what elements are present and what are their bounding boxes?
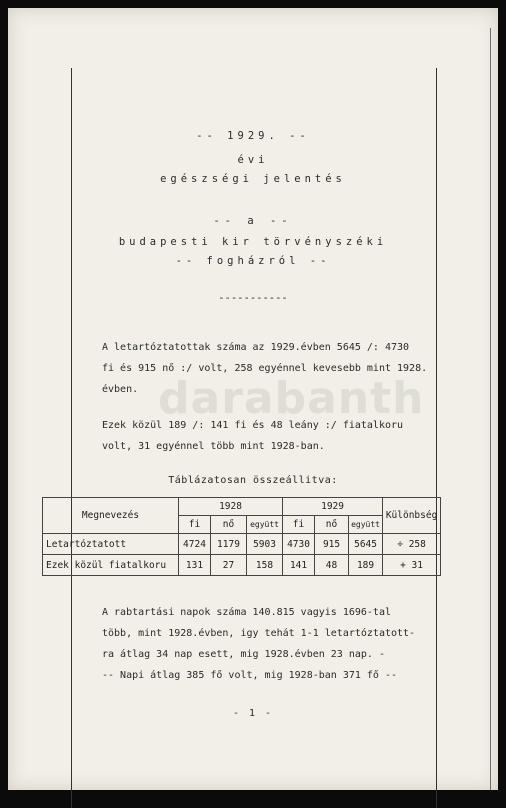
- paragraph-line: fi és 915 nő :/ volt, 258 egyénnel kevesebb mint 1928.: [102, 363, 428, 374]
- paragraph-line: több, mint 1928.évben, igy tehát 1-1 letartóztatott-: [102, 628, 416, 639]
- cell: 189: [349, 555, 383, 576]
- sub-no: nő: [211, 516, 247, 534]
- header-1928: 1928: [179, 498, 283, 516]
- cell: 915: [315, 534, 349, 555]
- cell: 4730: [283, 534, 315, 555]
- cell: 131: [179, 555, 211, 576]
- row-name: Letartóztatott: [43, 534, 179, 555]
- paragraph-line: évben.: [102, 384, 139, 395]
- title-report: egészségi jelentés: [160, 173, 346, 185]
- title-year: -- 1929. --: [196, 130, 310, 142]
- page-edge-line: [490, 28, 491, 790]
- header-name: Megnevezés: [43, 498, 179, 534]
- cell: 4724: [179, 534, 211, 555]
- paragraph-line: A letartóztatottak száma az 1929.évben 5645 /: 4730: [102, 342, 410, 353]
- paragraph-line: volt, 31 egyénnel több mint 1928-ban.: [102, 441, 325, 452]
- cell: 48: [315, 555, 349, 576]
- table-title: Táblázatosan összeállitva:: [168, 475, 338, 486]
- title-rule: -----------: [218, 292, 288, 304]
- title-court: budapesti kir törvényszéki: [118, 236, 388, 248]
- sub-no: nő: [315, 516, 349, 534]
- paragraph-line: -- Napi átlag 385 fő volt, mig 1928-ban 371 fő --: [102, 670, 398, 681]
- cell: + 31: [383, 555, 441, 576]
- title-a: -- a --: [213, 215, 293, 227]
- title-evi: évi: [237, 154, 269, 166]
- document-page: [8, 8, 498, 790]
- paragraph-line: A rabtartási napok száma 140.815 vagyis 1696-tal: [102, 607, 391, 618]
- cell: 5903: [247, 534, 283, 555]
- watermark: darabanth: [158, 373, 425, 424]
- cell: ÷ 258: [383, 534, 441, 555]
- statistics-table: [42, 497, 441, 576]
- sub-fi: fi: [179, 516, 211, 534]
- cell: 27: [211, 555, 247, 576]
- sub-egyutt: együtt: [349, 516, 383, 534]
- sub-egyutt: együtt: [247, 516, 283, 534]
- table-row: [43, 555, 441, 576]
- page-number: - 1 -: [232, 708, 274, 719]
- cell: 158: [247, 555, 283, 576]
- title-prison: -- fogházról --: [175, 255, 331, 267]
- cell: 1179: [211, 534, 247, 555]
- cell: 5645: [349, 534, 383, 555]
- header-diff: Különbség: [383, 498, 441, 534]
- table-row: [43, 534, 441, 555]
- paragraph-line: Ezek közül 189 /: 141 fi és 48 leány :/ fiatalkoru: [102, 420, 404, 431]
- sub-fi: fi: [283, 516, 315, 534]
- row-name: Ezek közül fiatalkoru: [43, 555, 179, 576]
- table-header-row: [43, 498, 441, 516]
- cell: 141: [283, 555, 315, 576]
- header-1929: 1929: [283, 498, 383, 516]
- paragraph-line: ra átlag 34 nap esett, mig 1928.évben 23 nap. -: [102, 649, 385, 660]
- paragraph-prison-days: [102, 602, 442, 686]
